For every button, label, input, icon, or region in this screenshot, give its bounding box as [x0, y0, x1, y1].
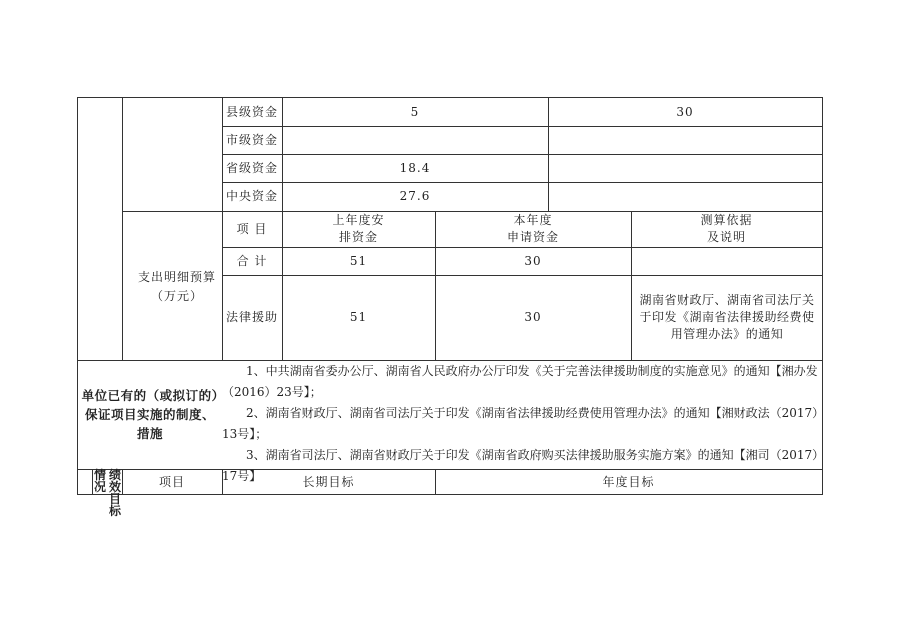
expense-header-basis	[631, 211, 822, 247]
expense-header-last-year	[282, 211, 435, 247]
legal-aid-last-year: 51	[349, 309, 368, 324]
total-last-year: 51	[349, 253, 368, 268]
expense-header-last-year-line1: 上年度安	[332, 213, 385, 227]
measure-item: 3、湖南省司法厅、湖南省财政厅关于印发《湖南省政府购买法律援助服务实施方案》的通知【湘司（2017）17号】	[222, 448, 819, 483]
funding-this-year	[548, 182, 822, 210]
expense-header-this-year-line1: 本年度	[513, 213, 553, 227]
measure-item: 1、中共湖南省委办公厅、湖南省人民政府办公厅印发《关于完善法律援助制度的实施意见》的通知【湘办发（2016）23号】；	[222, 364, 818, 399]
performance-label-col2: 情况	[93, 468, 106, 494]
expense-section-label: 支出明细预算（万元）	[137, 270, 216, 303]
funding-last-year: 5	[410, 104, 420, 119]
total-label: 合 计	[236, 253, 268, 268]
funding-this-year: 30	[676, 104, 694, 119]
expense-header-basis-line2: 及说明	[706, 230, 746, 244]
measure-item: 2、湖南省财政厅、湖南省司法厅关于印发《湖南省法律援助经费使用管理办法》的通知【湘财政法（2017）13号】；	[222, 406, 819, 441]
funding-label: 县级资金	[225, 104, 278, 119]
total-basis	[631, 247, 822, 275]
legal-aid-this-year: 30	[524, 309, 542, 324]
performance-long-term-header: 长期目标	[302, 474, 355, 489]
performance-label-col1: 绩效目标	[108, 468, 121, 518]
funding-last-year: 27.6	[399, 188, 431, 203]
expense-header-item: 项 目	[236, 221, 268, 236]
performance-item-header: 项目	[158, 474, 185, 489]
measures-label: 单位已有的（或拟订的）保证项目实施的制度、措施	[81, 387, 219, 441]
expense-header-last-year-line2: 排资金	[338, 230, 378, 244]
funding-label: 市级资金	[225, 132, 278, 147]
total-this-year: 30	[524, 253, 542, 268]
funding-last-year: 18.4	[399, 160, 431, 175]
funding-this-year	[548, 126, 822, 154]
funding-label: 省级资金	[225, 160, 278, 175]
performance-annual-header: 年度目标	[602, 474, 655, 489]
expense-header-this-year	[435, 211, 631, 247]
funding-this-year	[548, 154, 822, 182]
expense-header-basis-line1: 测算依据	[700, 213, 753, 227]
funding-label: 中央资金	[225, 188, 278, 203]
col-divider	[122, 98, 123, 360]
funding-last-year	[282, 126, 548, 154]
legal-aid-label: 法律援助	[225, 309, 278, 324]
legal-aid-basis: 湖南省财政厅、湖南省司法厅关于印发《湖南省法律援助经费使用管理办法》的通知	[639, 292, 815, 341]
expense-header-this-year-line2: 申请资金	[506, 230, 559, 244]
